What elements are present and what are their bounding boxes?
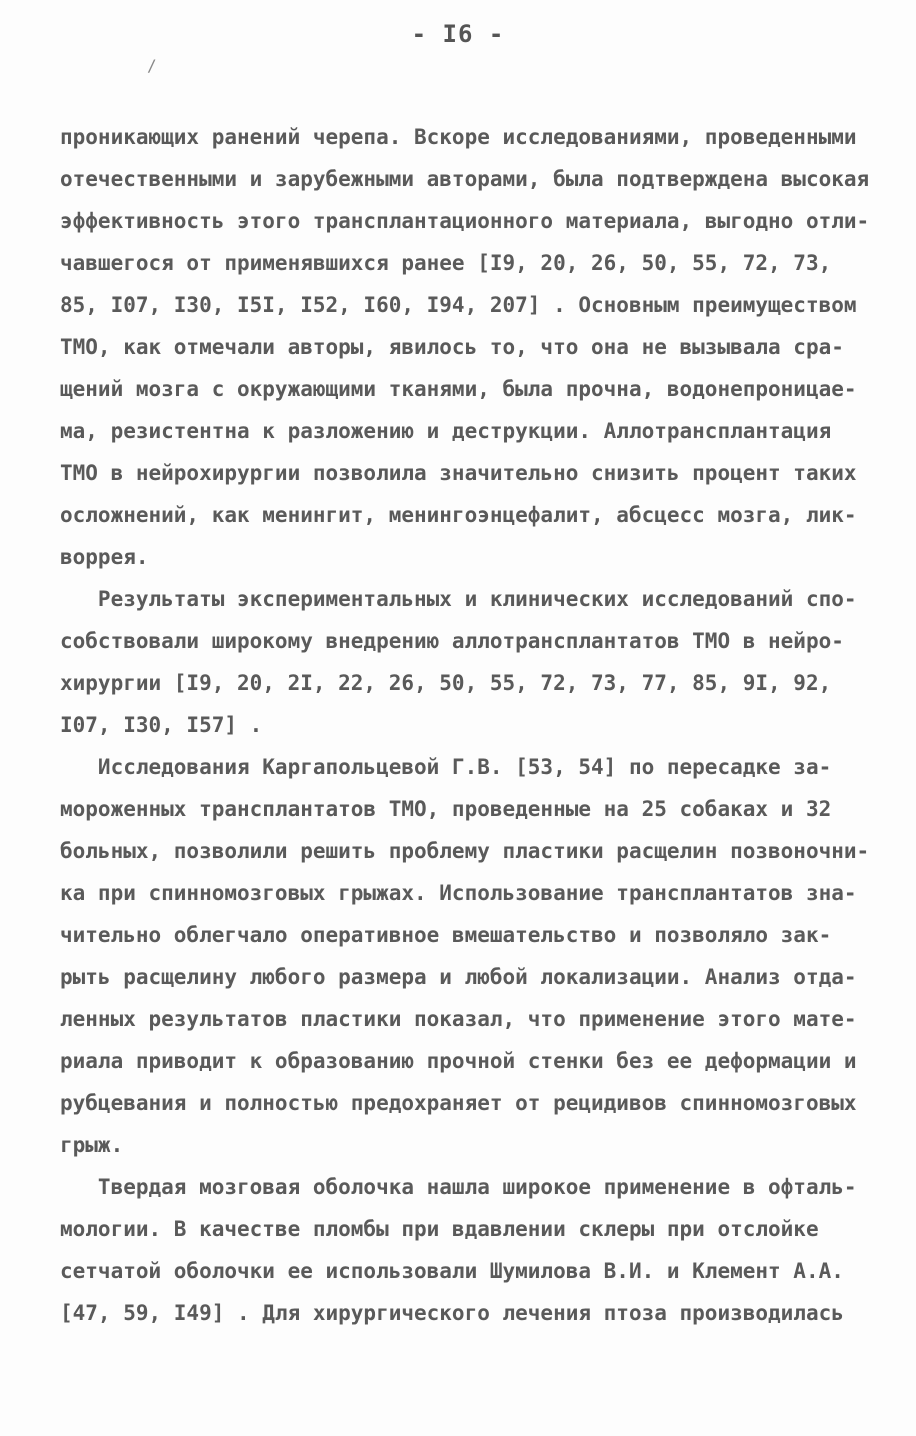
text-line: Исследования Каргапольцевой Г.В. [53, 54] по пересадке за- bbox=[60, 755, 832, 779]
stray-mark: / bbox=[147, 56, 157, 75]
body-text bbox=[60, 116, 880, 1334]
text-line: эффективность этого трансплантационного материала, выгодно отли- bbox=[60, 209, 870, 233]
text-line: сетчатой оболочки ее использовали Шумилова В.И. и Клемент А.А. bbox=[60, 1259, 844, 1283]
text-line: щений мозга с окружающими тканями, была прочна, водонепроницае- bbox=[60, 377, 857, 401]
text-line: рубцевания и полностью предохраняет от рецидивов спинномозговых bbox=[60, 1091, 857, 1115]
text-line: проникающих ранений черепа. Вскоре исследованиями, проведенными bbox=[60, 125, 857, 149]
page-number: - I6 - bbox=[411, 20, 505, 48]
text-line: собствовали широкому внедрению аллотрансплантатов ТМО в нейро- bbox=[60, 629, 844, 653]
text-line: мороженных трансплантатов ТМО, проведенные на 25 собаках и 32 bbox=[60, 797, 832, 821]
text-line: грыж. bbox=[60, 1133, 124, 1157]
text-line: ка при спинномозговых грыжах. Использование трансплантатов зна- bbox=[60, 881, 857, 905]
text-line: [47, 59, I49] . Для хирургического лечения птоза производилась bbox=[60, 1301, 844, 1325]
text-line: рыть расщелину любого размера и любой локализации. Анализ отда- bbox=[60, 965, 857, 989]
text-line: ТМО, как отмечали авторы, явилось то, что она не вызывала сра- bbox=[60, 335, 844, 359]
text-line: мологии. В качестве пломбы при вдавлении склеры при отслойке bbox=[60, 1217, 819, 1241]
text-line: осложнений, как менингит, менингоэнцефалит, абсцесс мозга, лик- bbox=[60, 503, 857, 527]
text-line: Результаты экспериментальных и клинических исследований спо- bbox=[60, 587, 857, 611]
text-line: чавшегося от применявшихся ранее [I9, 20, 26, 50, 55, 72, 73, bbox=[60, 251, 832, 275]
text-line: больных, позволили решить проблему пластики расщелин позвоночни- bbox=[60, 839, 870, 863]
text-line: ленных результатов пластики показал, что применение этого мате- bbox=[60, 1007, 857, 1031]
text-line: воррея. bbox=[60, 545, 149, 569]
text-line: I07, I30, I57] . bbox=[60, 713, 263, 737]
text-line: 85, I07, I30, I5I, I52, I60, I94, 207] . Основным преимуществом bbox=[60, 293, 857, 317]
text-line: чительно облегчало оперативное вмешательство и позволяло зак- bbox=[60, 923, 832, 947]
text-line: отечественными и зарубежными авторами, была подтверждена высокая bbox=[60, 167, 870, 191]
text-line: ма, резистентна к разложению и деструкции. Аллотрансплантация bbox=[60, 419, 832, 443]
text-line: Твердая мозговая оболочка нашла широкое применение в офталь- bbox=[60, 1175, 857, 1199]
text-line: хирургии [I9, 20, 2I, 22, 26, 50, 55, 72, 73, 77, 85, 9I, 92, bbox=[60, 671, 832, 695]
text-line: ТМО в нейрохирургии позволила значительно снизить процент таких bbox=[60, 461, 857, 485]
text-line: риала приводит к образованию прочной стенки без ее деформации и bbox=[60, 1049, 857, 1073]
